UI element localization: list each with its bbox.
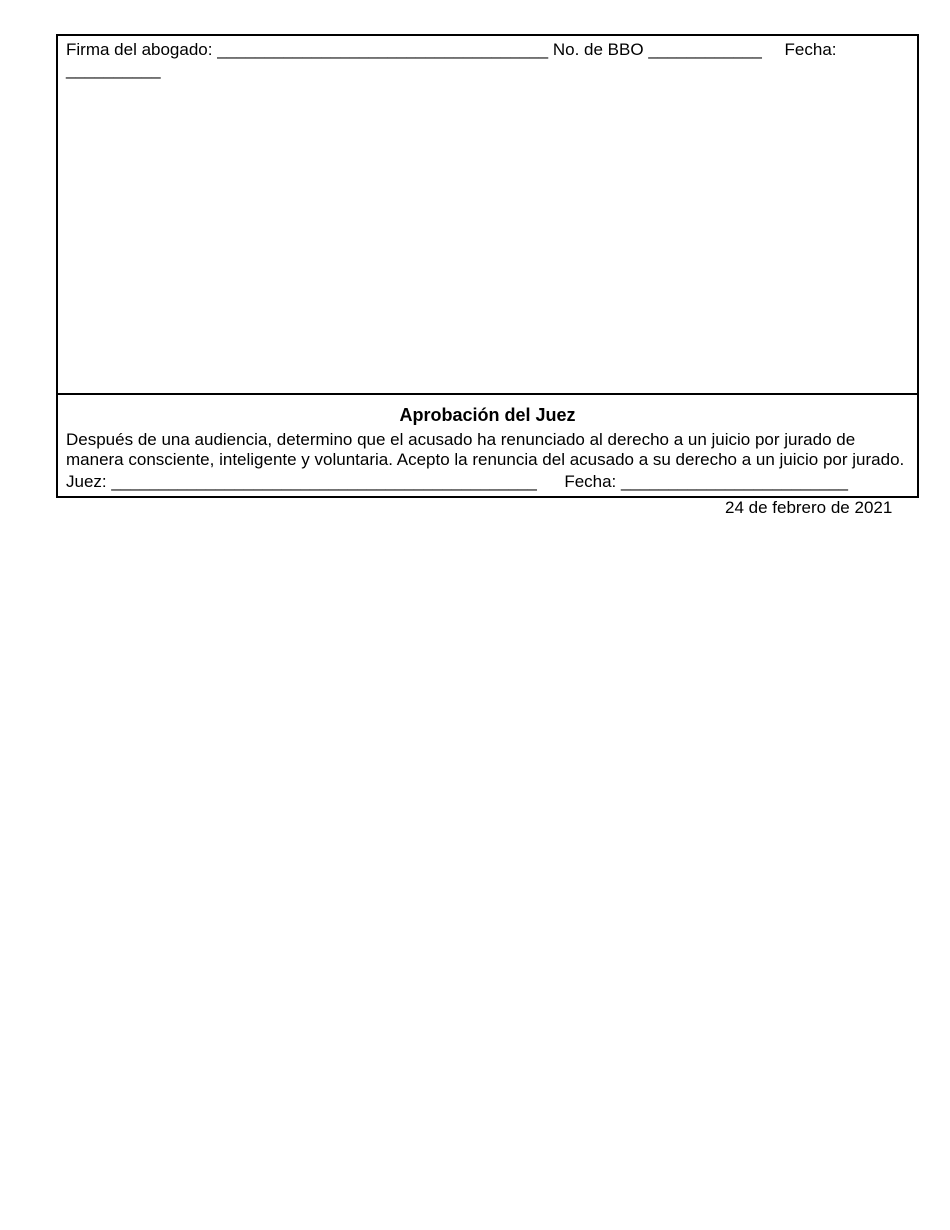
bbo-number-label: No. de BBO (552, 40, 644, 59)
judge-label: Juez: (66, 472, 107, 491)
attorney-signature-label: Firma del abogado: (66, 40, 213, 59)
judge-date-field[interactable]: ________________________ (621, 472, 848, 491)
judge-approval-title: Aprobación del Juez (399, 405, 576, 425)
attorney-date-label: Fecha: (784, 40, 837, 59)
judge-signature-field[interactable]: _____________________________________________ (111, 472, 537, 491)
judge-approval-section (58, 395, 917, 496)
bbo-number-field[interactable]: ____________ (648, 40, 762, 59)
attorney-signature-field[interactable]: ___________________________________ (217, 40, 549, 59)
judge-signature-line (66, 472, 848, 492)
judge-approval-statement: Después de una audiencia, determino que el acusado ha renunciado al derecho a un juicio por jurado de manera consciente, inteligente y voluntaria. Acepto la renuncia del acusado a su derecho a un juicio por jurado. (66, 430, 905, 469)
attorney-signature-line (66, 40, 837, 60)
attorney-signature-section (58, 36, 917, 395)
form-revision-date: 24 de febrero de 2021 (725, 498, 893, 517)
attorney-date-line (66, 60, 161, 80)
judge-date-label: Fecha: (564, 472, 617, 491)
attorney-date-field[interactable]: __________ (66, 60, 161, 79)
form-box (56, 34, 919, 498)
